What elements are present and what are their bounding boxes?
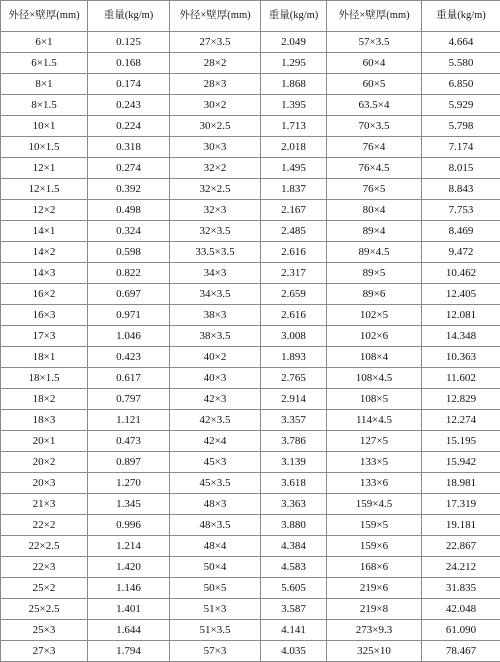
table-row — [1, 515, 500, 536]
dimension-cell: 133×5 — [327, 452, 422, 473]
weight-cell: 4.664 — [422, 32, 500, 53]
weight-cell: 18.981 — [422, 473, 500, 494]
weight-cell: 1.644 — [88, 620, 170, 641]
weight-cell: 2.018 — [261, 137, 327, 158]
dimension-cell: 12×2 — [1, 200, 88, 221]
table-row — [1, 494, 500, 515]
weight-cell: 0.318 — [88, 137, 170, 158]
dimension-cell: 40×2 — [170, 347, 261, 368]
table-row — [1, 473, 500, 494]
table-row — [1, 95, 500, 116]
dimension-cell: 48×3 — [170, 494, 261, 515]
table-row — [1, 200, 500, 221]
weight-cell: 1.893 — [261, 347, 327, 368]
dimension-cell: 14×3 — [1, 263, 88, 284]
dimension-cell: 45×3.5 — [170, 473, 261, 494]
dimension-cell: 108×4 — [327, 347, 422, 368]
table-row — [1, 53, 500, 74]
dimension-cell: 168×6 — [327, 557, 422, 578]
weight-cell: 0.697 — [88, 284, 170, 305]
dimension-cell: 10×1 — [1, 116, 88, 137]
weight-cell: 2.485 — [261, 221, 327, 242]
weight-cell: 5.929 — [422, 95, 500, 116]
column-header-dimension: 外径×壁厚(mm) — [1, 1, 88, 32]
dimension-cell: 50×5 — [170, 578, 261, 599]
dimension-cell: 22×3 — [1, 557, 88, 578]
dimension-cell: 42×3 — [170, 389, 261, 410]
weight-cell: 19.181 — [422, 515, 500, 536]
weight-cell: 1.794 — [88, 641, 170, 662]
dimension-cell: 30×2.5 — [170, 116, 261, 137]
dimension-cell: 20×1 — [1, 431, 88, 452]
table-row — [1, 284, 500, 305]
column-header-weight: 重量(kg/m) — [88, 1, 170, 32]
weight-cell: 14.348 — [422, 326, 500, 347]
weight-cell: 5.580 — [422, 53, 500, 74]
table-row — [1, 221, 500, 242]
dimension-cell: 30×3 — [170, 137, 261, 158]
table-header — [1, 1, 500, 32]
table-row — [1, 137, 500, 158]
weight-cell: 4.035 — [261, 641, 327, 662]
weight-cell: 0.174 — [88, 74, 170, 95]
dimension-cell: 60×5 — [327, 74, 422, 95]
column-header-dimension: 外径×壁厚(mm) — [170, 1, 261, 32]
dimension-cell: 22×2 — [1, 515, 88, 536]
weight-cell: 3.363 — [261, 494, 327, 515]
table-row — [1, 452, 500, 473]
weight-cell: 3.880 — [261, 515, 327, 536]
dimension-cell: 70×3.5 — [327, 116, 422, 137]
weight-cell: 2.659 — [261, 284, 327, 305]
dimension-cell: 273×9.3 — [327, 620, 422, 641]
weight-cell: 0.324 — [88, 221, 170, 242]
table-row — [1, 74, 500, 95]
table-row — [1, 578, 500, 599]
weight-cell: 15.942 — [422, 452, 500, 473]
table-row — [1, 368, 500, 389]
weight-cell: 0.274 — [88, 158, 170, 179]
dimension-cell: 102×6 — [327, 326, 422, 347]
header-row — [1, 1, 500, 32]
dimension-cell: 18×1 — [1, 347, 88, 368]
weight-cell: 4.384 — [261, 536, 327, 557]
table-row — [1, 536, 500, 557]
weight-cell: 5.798 — [422, 116, 500, 137]
dimension-cell: 38×3 — [170, 305, 261, 326]
dimension-cell: 80×4 — [327, 200, 422, 221]
dimension-cell: 18×2 — [1, 389, 88, 410]
dimension-cell: 12×1.5 — [1, 179, 88, 200]
weight-cell: 8.843 — [422, 179, 500, 200]
weight-cell: 6.850 — [422, 74, 500, 95]
dimension-cell: 14×2 — [1, 242, 88, 263]
weight-cell: 0.168 — [88, 53, 170, 74]
weight-cell: 1.345 — [88, 494, 170, 515]
weight-cell: 0.224 — [88, 116, 170, 137]
dimension-cell: 17×3 — [1, 326, 88, 347]
dimension-cell: 114×4.5 — [327, 410, 422, 431]
dimension-cell: 76×4 — [327, 137, 422, 158]
weight-cell: 0.598 — [88, 242, 170, 263]
dimension-cell: 219×6 — [327, 578, 422, 599]
weight-cell: 0.996 — [88, 515, 170, 536]
table-row — [1, 326, 500, 347]
dimension-cell: 159×4.5 — [327, 494, 422, 515]
dimension-cell: 57×3.5 — [327, 32, 422, 53]
table-row — [1, 557, 500, 578]
weight-cell: 4.141 — [261, 620, 327, 641]
weight-cell: 10.363 — [422, 347, 500, 368]
table-row — [1, 641, 500, 662]
weight-cell: 3.357 — [261, 410, 327, 431]
dimension-cell: 159×5 — [327, 515, 422, 536]
dimension-cell: 8×1 — [1, 74, 88, 95]
weight-cell: 4.583 — [261, 557, 327, 578]
weight-cell: 2.616 — [261, 305, 327, 326]
weight-cell: 7.174 — [422, 137, 500, 158]
dimension-cell: 10×1.5 — [1, 137, 88, 158]
weight-cell: 2.616 — [261, 242, 327, 263]
dimension-cell: 48×3.5 — [170, 515, 261, 536]
weight-cell: 2.049 — [261, 32, 327, 53]
weight-cell: 1.420 — [88, 557, 170, 578]
weight-cell: 0.822 — [88, 263, 170, 284]
dimension-cell: 38×3.5 — [170, 326, 261, 347]
dimension-cell: 32×2 — [170, 158, 261, 179]
dimension-cell: 34×3 — [170, 263, 261, 284]
weight-cell: 1.295 — [261, 53, 327, 74]
dimension-cell: 12×1 — [1, 158, 88, 179]
weight-cell: 42.048 — [422, 599, 500, 620]
table-row — [1, 389, 500, 410]
weight-cell: 3.008 — [261, 326, 327, 347]
weight-cell: 3.786 — [261, 431, 327, 452]
weight-cell: 1.495 — [261, 158, 327, 179]
weight-cell: 2.317 — [261, 263, 327, 284]
weight-cell: 1.270 — [88, 473, 170, 494]
dimension-cell: 127×5 — [327, 431, 422, 452]
weight-cell: 0.971 — [88, 305, 170, 326]
weight-cell: 3.587 — [261, 599, 327, 620]
table-row — [1, 431, 500, 452]
table-body — [1, 32, 500, 662]
weight-cell: 0.243 — [88, 95, 170, 116]
weight-cell: 61.090 — [422, 620, 500, 641]
weight-cell: 2.914 — [261, 389, 327, 410]
dimension-cell: 32×3 — [170, 200, 261, 221]
dimension-cell: 40×3 — [170, 368, 261, 389]
dimension-cell: 6×1.5 — [1, 53, 88, 74]
weight-cell: 0.125 — [88, 32, 170, 53]
table-row — [1, 599, 500, 620]
weight-cell: 1.868 — [261, 74, 327, 95]
weight-cell: 1.401 — [88, 599, 170, 620]
dimension-cell: 25×2.5 — [1, 599, 88, 620]
column-header-dimension: 外径×壁厚(mm) — [327, 1, 422, 32]
weight-cell: 12.081 — [422, 305, 500, 326]
weight-cell: 3.618 — [261, 473, 327, 494]
table-row — [1, 410, 500, 431]
dimension-cell: 32×2.5 — [170, 179, 261, 200]
dimension-cell: 76×4.5 — [327, 158, 422, 179]
dimension-cell: 20×3 — [1, 473, 88, 494]
dimension-cell: 42×4 — [170, 431, 261, 452]
weight-cell: 15.195 — [422, 431, 500, 452]
weight-cell: 1.214 — [88, 536, 170, 557]
column-header-weight: 重量(kg/m) — [261, 1, 327, 32]
weight-cell: 0.473 — [88, 431, 170, 452]
dimension-cell: 63.5×4 — [327, 95, 422, 116]
dimension-cell: 21×3 — [1, 494, 88, 515]
weight-cell: 0.498 — [88, 200, 170, 221]
weight-cell: 78.467 — [422, 641, 500, 662]
weight-cell: 22.867 — [422, 536, 500, 557]
dimension-cell: 6×1 — [1, 32, 88, 53]
table-row — [1, 179, 500, 200]
weight-cell: 2.167 — [261, 200, 327, 221]
dimension-cell: 20×2 — [1, 452, 88, 473]
dimension-cell: 108×4.5 — [327, 368, 422, 389]
dimension-cell: 102×5 — [327, 305, 422, 326]
dimension-cell: 51×3 — [170, 599, 261, 620]
dimension-cell: 50×4 — [170, 557, 261, 578]
dimension-cell: 27×3 — [1, 641, 88, 662]
dimension-cell: 16×2 — [1, 284, 88, 305]
table-row — [1, 620, 500, 641]
table-row — [1, 32, 500, 53]
dimension-cell: 76×5 — [327, 179, 422, 200]
weight-cell: 8.469 — [422, 221, 500, 242]
dimension-cell: 89×5 — [327, 263, 422, 284]
weight-cell: 11.602 — [422, 368, 500, 389]
weight-cell: 31.835 — [422, 578, 500, 599]
weight-cell: 0.797 — [88, 389, 170, 410]
dimension-cell: 18×3 — [1, 410, 88, 431]
dimension-cell: 325×10 — [327, 641, 422, 662]
dimension-cell: 28×2 — [170, 53, 261, 74]
dimension-cell: 16×3 — [1, 305, 88, 326]
dimension-cell: 30×2 — [170, 95, 261, 116]
table-row — [1, 347, 500, 368]
weight-cell: 1.121 — [88, 410, 170, 431]
dimension-cell: 22×2.5 — [1, 536, 88, 557]
weight-cell: 1.046 — [88, 326, 170, 347]
weight-cell: 17.319 — [422, 494, 500, 515]
table-row — [1, 242, 500, 263]
table-row — [1, 305, 500, 326]
weight-cell: 24.212 — [422, 557, 500, 578]
dimension-cell: 89×6 — [327, 284, 422, 305]
weight-cell: 0.392 — [88, 179, 170, 200]
dimension-cell: 45×3 — [170, 452, 261, 473]
dimension-cell: 34×3.5 — [170, 284, 261, 305]
dimension-cell: 25×3 — [1, 620, 88, 641]
weight-cell: 0.897 — [88, 452, 170, 473]
table-row — [1, 263, 500, 284]
weight-cell: 12.274 — [422, 410, 500, 431]
weight-cell: 1.837 — [261, 179, 327, 200]
weight-cell: 9.472 — [422, 242, 500, 263]
dimension-cell: 60×4 — [327, 53, 422, 74]
dimension-cell: 25×2 — [1, 578, 88, 599]
dimension-cell: 18×1.5 — [1, 368, 88, 389]
weight-cell: 0.617 — [88, 368, 170, 389]
weight-cell: 1.713 — [261, 116, 327, 137]
dimension-cell: 48×4 — [170, 536, 261, 557]
dimension-cell: 133×6 — [327, 473, 422, 494]
weight-cell: 1.395 — [261, 95, 327, 116]
weight-cell: 1.146 — [88, 578, 170, 599]
dimension-cell: 89×4.5 — [327, 242, 422, 263]
dimension-cell: 51×3.5 — [170, 620, 261, 641]
dimension-cell: 8×1.5 — [1, 95, 88, 116]
weight-cell: 5.605 — [261, 578, 327, 599]
dimension-cell: 219×8 — [327, 599, 422, 620]
dimension-cell: 28×3 — [170, 74, 261, 95]
weight-cell: 3.139 — [261, 452, 327, 473]
weight-cell: 12.829 — [422, 389, 500, 410]
weight-cell: 10.462 — [422, 263, 500, 284]
dimension-cell: 89×4 — [327, 221, 422, 242]
dimension-cell: 42×3.5 — [170, 410, 261, 431]
table-row — [1, 116, 500, 137]
dimension-cell: 33.5×3.5 — [170, 242, 261, 263]
dimension-cell: 159×6 — [327, 536, 422, 557]
dimension-cell: 14×1 — [1, 221, 88, 242]
table-row — [1, 158, 500, 179]
weight-cell: 12.405 — [422, 284, 500, 305]
dimension-cell: 108×5 — [327, 389, 422, 410]
dimension-cell: 27×3.5 — [170, 32, 261, 53]
weight-cell: 7.753 — [422, 200, 500, 221]
dimension-cell: 32×3.5 — [170, 221, 261, 242]
weight-cell: 2.765 — [261, 368, 327, 389]
column-header-weight: 重量(kg/m) — [422, 1, 500, 32]
weight-cell: 0.423 — [88, 347, 170, 368]
weight-cell: 8.015 — [422, 158, 500, 179]
dimension-cell: 57×3 — [170, 641, 261, 662]
